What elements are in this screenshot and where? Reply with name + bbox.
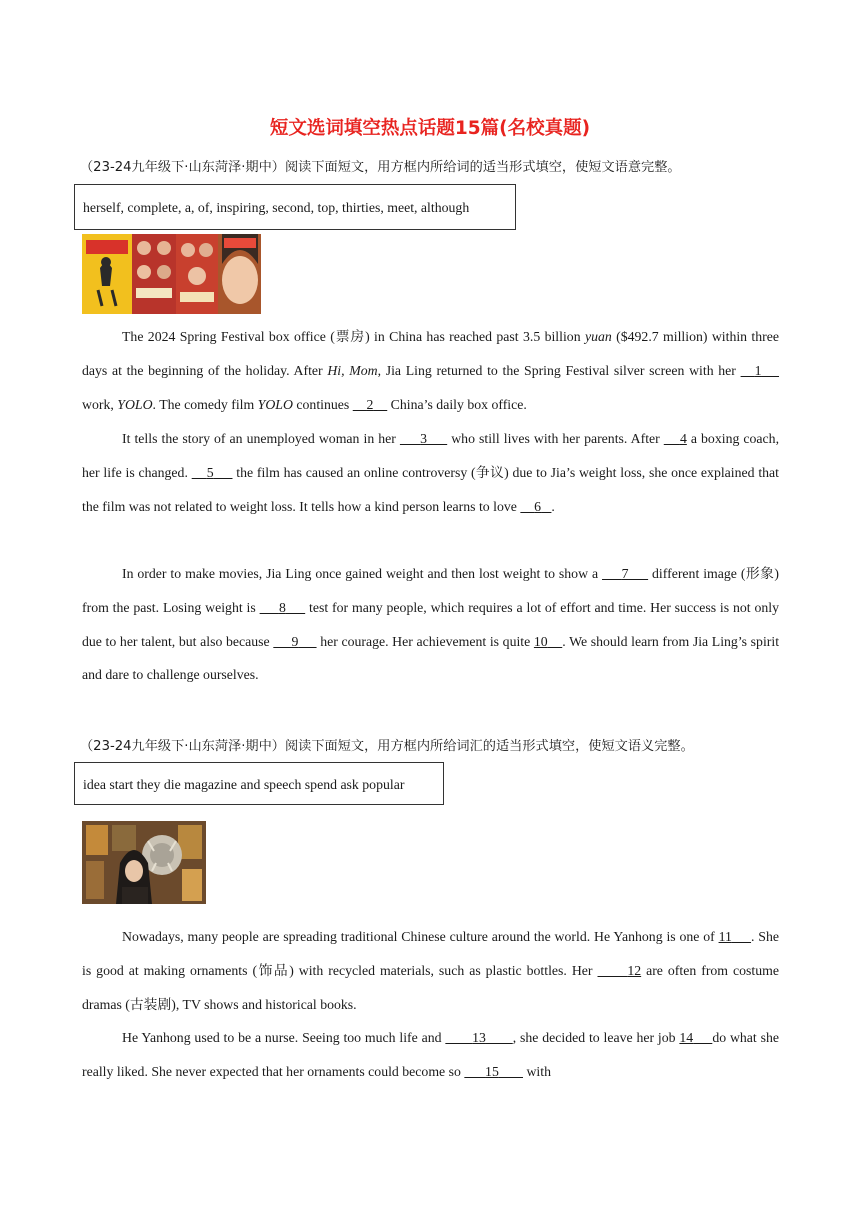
blank-4: 4 — [679, 431, 687, 446]
section1-instruction: （23-24九年级下·山东菏泽·期中）阅读下面短文，用方框内所给词的适当形式填空，使短文语意完整。 — [80, 160, 681, 175]
section2-word-box: idea start they die magazine and speech spend ask popular — [74, 762, 444, 805]
blank-13: 13 — [472, 1030, 486, 1045]
movie-posters-image — [82, 234, 261, 314]
passage2-paragraph1: Nowadays, many people are spreading traditional Chinese culture around the world. He Yanhong is one of 11 . She is good at making ornaments (饰品) with recycled materials, such as plastic bottles. Her 12 are often from costume dramas (古装剧), TV shows and historical books. — [82, 929, 780, 1012]
woman-ornaments-image — [82, 821, 206, 904]
page-title: 短文选词填空热点话题15篇(名校真题) — [269, 118, 591, 139]
blank-8: 8 — [278, 599, 286, 615]
section2-instruction: （23-24九年级下·山东菏泽·期中）阅读下面短文，用方框内所给词汇的适当形式填空，使短文语义完整。 — [80, 739, 694, 754]
blank-6: 6 — [534, 498, 542, 514]
blank-1: 1 — [754, 362, 762, 378]
blank-15: 15 — [485, 1063, 499, 1079]
blank-11: 11 — [718, 929, 732, 944]
blank-2: 2 — [366, 396, 374, 412]
blank-14: 14 — [679, 1030, 694, 1045]
passage2-paragraph2: He Yanhong used to be a nurse. Seeing too much life and 13 , she decided to leave her job 14 do what she really liked. She never expected that her ornaments could become so 15 with — [82, 1030, 779, 1079]
passage1-paragraph1: The 2024 Spring Festival box office (票房) in China has reached past 3.5 billion yuan ($492.7 million) within three days at the beginning of the holiday. After Hi, Mom, Jia Ling returned to the Spring Festival silver screen with her 1 work, YOLO. The comedy film YOLO continues 2 China’s daily box office. — [82, 329, 779, 412]
passage1-paragraph2: It tells the story of an unemployed woman in her 3 who still lives with her parents. After 4 a boxing coach, her life is changed. 5 the film has caused an online controversy (争议) due to Jia’s weight loss, she once explained that the film was not related to weight loss. It tells how a kind person learns to love 6 . — [82, 431, 780, 514]
blank-9: 9 — [291, 633, 299, 649]
blank-5: 5 — [206, 464, 214, 480]
blank-7: 7 — [621, 566, 629, 581]
passage1-paragraph3: In order to make movies, Jia Ling once gained weight and then lost weight to show a 7 different image (形象) from the past. Losing weight is 8 test for many people, which requires a lot of effort and time. Her success is not only due to her talent, but also because 9 her courage. Her achievement is quite 10 . We should learn from Jia Ling’s spirit and dare to challenge ourselves. — [82, 566, 780, 683]
blank-3: 3 — [420, 431, 427, 446]
blank-12: 12 — [627, 962, 642, 978]
blank-10: 10 — [533, 633, 548, 649]
section1-word-box: herself, complete, a, of, inspiring, second, top, thirties, meet, although — [74, 184, 516, 230]
